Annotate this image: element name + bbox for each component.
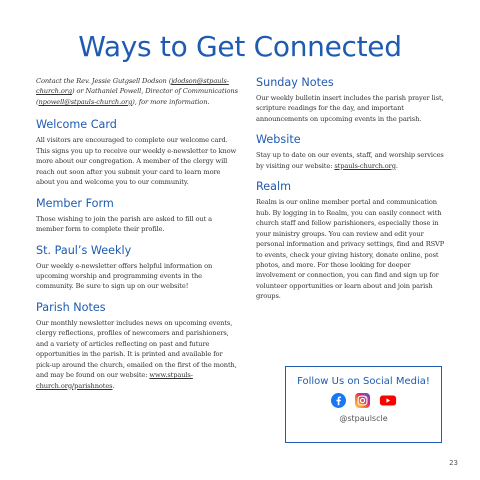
contact-text-1: Contact the Rev. Jessie Gutgsell Dodson (	[36, 77, 172, 85]
social-title: Follow Us on Social Media!	[297, 376, 430, 387]
st-pauls-weekly-heading: St. Paul’s Weekly	[36, 243, 132, 257]
st-pauls-weekly-section	[36, 244, 240, 292]
parish-notes-body: Our monthly newsletter includes news on upcoming events, clergy reflections, profiles of newcomers and parishioners, and a variety of articles reflecting on past and future opportunities in the parish. It is printed and available for pick-up around the church, emailed on the first of the month, and may be found on our website:	[36, 318, 237, 380]
st-pauls-weekly-text: Our weekly e-newsletter offers helpful information on upcoming worship and programming events in the community. Be sure to sign up on our website!	[36, 261, 213, 291]
social-handle: @stpaulscle	[339, 414, 388, 423]
sunday-notes-text: Our weekly bulletin insert includes the parish prayer list, scripture readings for the day, and important announcements on upcoming events in the parish.	[256, 94, 444, 123]
sunday-notes-section	[256, 76, 450, 124]
page-number: 23	[449, 459, 458, 467]
welcome-card-heading: Welcome Card	[36, 118, 117, 132]
website-end: .	[395, 161, 398, 170]
parish-notes-end: .	[112, 381, 115, 390]
parish-notes-link[interactable]: www.stpauls-church.org/parishnotes	[36, 371, 193, 390]
parish-notes-text	[36, 318, 240, 391]
website-link[interactable]: stpauls-church.org	[334, 161, 396, 170]
member-form-section	[36, 197, 240, 235]
parish-notes-section	[36, 301, 240, 391]
sunday-notes-heading: Sunday Notes	[256, 76, 334, 89]
realm-text: Realm is our online member portal and communication hub. By logging in to Realm, you can easily connect with church staff and fellow parishioners, especially those in your ministry groups. You can review and edit your personal information and privacy settings, find and RSVP to events, check your giving history, donate online, post photos, and more. For those looking for deeper involvement or connection, you can find and sign up for volunteer opportunities or learn about and join parish groups.	[256, 198, 445, 301]
member-form-heading: Member Form	[36, 196, 114, 210]
welcome-card-text: All visitors are encouraged to complete our welcome card. This signs you up to receive our weekly e-newsletter to know more about our congregation. A member of the clergy will reach out soon after you submit your card to learn more about you and welcome you to our community.	[36, 136, 237, 187]
member-form-text: Those wishing to join the parish are asked to fill out a member form to complete their profile.	[36, 214, 213, 234]
page-title: Ways to Get Connected	[78, 30, 402, 63]
facebook-icon[interactable]	[331, 393, 346, 408]
website-text	[256, 150, 450, 171]
website-body: Stay up to date on our events, staff, and worship services by visiting our website:	[256, 151, 444, 170]
contact-info	[36, 76, 240, 107]
instagram-icon[interactable]	[355, 393, 370, 408]
email-link-npowell[interactable]: npowell@stpauls-church.org	[38, 97, 133, 106]
website-section	[256, 133, 450, 171]
website-heading: Website	[256, 133, 301, 147]
right-column	[256, 76, 450, 311]
welcome-card-section	[36, 118, 240, 187]
contact-text-2: ) or Nathaniel Powell, Director of Communications (	[36, 87, 238, 106]
youtube-icon[interactable]	[379, 393, 397, 408]
realm-section	[256, 180, 450, 302]
parish-notes-heading: Parish Notes	[36, 300, 106, 314]
email-link-jdodson[interactable]: jdodson@stpauls-church.org	[36, 77, 229, 96]
realm-heading: Realm	[256, 180, 292, 194]
social-icons	[286, 393, 441, 408]
social-media-box	[285, 366, 442, 443]
left-column	[36, 76, 240, 400]
contact-text-3: ), for more information.	[132, 97, 210, 106]
